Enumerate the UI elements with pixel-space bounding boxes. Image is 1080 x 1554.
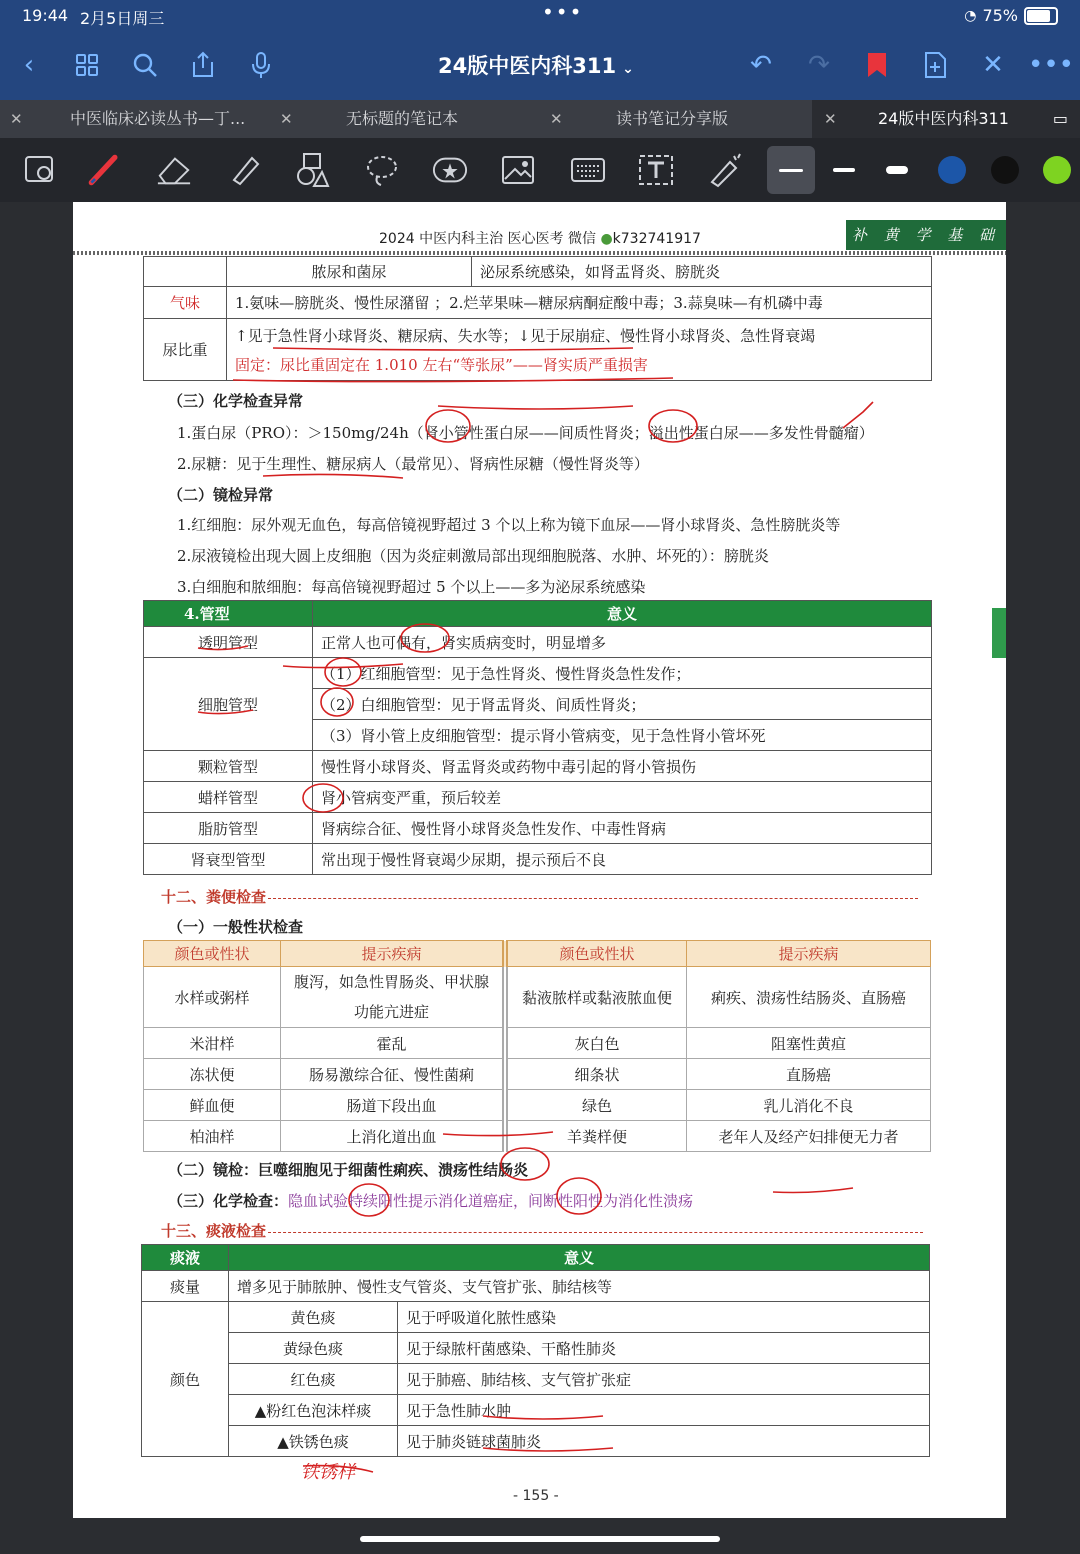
stroke-medium-option[interactable]	[833, 168, 855, 172]
close-icon[interactable]: ✕	[550, 110, 563, 128]
cast-meaning: 肾病综合征、慢性肾小球肾炎急性发作、中毒性肾病	[313, 813, 932, 844]
status-time: 19:44	[22, 6, 69, 25]
keyboard-icon[interactable]	[570, 152, 606, 188]
battery-icon	[1024, 7, 1058, 25]
table-cell: 气味	[144, 287, 227, 319]
stool-chemistry-line: （三）化学检查：隐血试验持续阳性提示消化道癌症，间断性阳性为消化性溃疡	[168, 1192, 694, 1210]
sticker-icon[interactable]	[432, 152, 468, 188]
stool-cell: 乳儿消化不良	[687, 1090, 931, 1121]
blue-color-swatch[interactable]	[938, 156, 966, 184]
cast-meaning: 正常人也可偶有，肾实质病变时，明显增多	[313, 627, 932, 658]
specific-gravity-line: ↑见于急性肾小球肾炎、糖尿病、失水等；↓见于尿崩症、慢性肾小球肾炎、急性肾衰竭	[235, 326, 816, 345]
pen-icon[interactable]	[86, 152, 122, 188]
green-color-swatch[interactable]	[1043, 156, 1071, 184]
redo-icon[interactable]: ↷	[808, 50, 830, 80]
brand-banner: 补 黄 学 基 础	[846, 220, 1006, 250]
home-indicator[interactable]	[360, 1536, 720, 1542]
stool-cell: 柏油样	[144, 1121, 281, 1152]
urine-table	[143, 256, 932, 381]
stool-cell: 痢疾、溃疡性结肠炎、直肠癌	[687, 967, 931, 1028]
stool-cell: 老年人及经产妇排便无力者	[687, 1121, 931, 1152]
table-cell: 泌尿系统感染，如肾盂肾炎、膀胱炎	[472, 257, 932, 287]
table-header: 意义	[229, 1245, 930, 1271]
table-cell: 尿比重	[144, 319, 227, 381]
back-icon[interactable]: ‹	[23, 50, 35, 80]
cast-meaning: 常出现于慢性肾衰竭少尿期，提示预后不良	[313, 844, 932, 875]
header-divider	[73, 251, 1006, 255]
highlighter-icon[interactable]	[226, 152, 262, 188]
table-header: 痰液	[142, 1245, 229, 1271]
sputum-cell: 痰量	[142, 1271, 229, 1302]
stroke-thin-option[interactable]	[767, 146, 815, 194]
lasso-icon[interactable]	[364, 152, 400, 188]
stool-cell: 冻状便	[144, 1059, 281, 1090]
sputum-cell: 黄绿色痰	[229, 1333, 398, 1364]
sputum-table	[141, 1244, 930, 1457]
page-number: - 155 -	[513, 1488, 559, 1504]
protein-line: 1.蛋白尿（PRO）：＞150mg/24h（肾小管性蛋白尿——间质性肾炎；溢出性蛋白尿——多发性骨髓瘤）	[177, 424, 874, 442]
sputum-cell: ▲粉红色泡沫样痰	[229, 1395, 398, 1426]
table-header: 颜色或性状	[505, 941, 687, 967]
table-cell: 脓尿和菌尿	[227, 257, 472, 287]
shapes-icon[interactable]	[294, 152, 330, 188]
ink-note: 铁锈样	[301, 1462, 355, 1483]
table-header: 颜色或性状	[144, 941, 281, 967]
epithelial-line: 2.尿液镜检出现大圆上皮细胞（因为炎症刺激局部出现细胞脱落、水肿、坏死的）：膀胱炎	[177, 547, 769, 565]
table-header: 提示疾病	[687, 941, 931, 967]
title-toolbar	[0, 38, 1080, 92]
stool-section-title: 十二、粪便检查	[161, 886, 918, 907]
sputum-cell: 增多见于肺脓肿、慢性支气管炎、支气管扩张、肺结核等	[229, 1271, 930, 1302]
sputum-cell: 见于肺癌、肺结核、支气管扩张症	[398, 1364, 930, 1395]
wbc-line: 3.白细胞和脓细胞：每高倍镜视野超过 5 个以上——多为泌尿系统感染	[177, 578, 646, 596]
sputum-section-title: 十三、痰液检查	[161, 1220, 923, 1241]
wifi-icon: ◔	[964, 7, 977, 24]
add-page-icon[interactable]	[918, 48, 952, 82]
sugar-line: 2.尿糖：见于生理性、糖尿病人（最常见）、肾病性尿糖（慢性肾炎等）	[177, 455, 649, 473]
stroke-thick-option[interactable]	[886, 166, 908, 174]
cast-name: 细胞管型	[144, 658, 313, 751]
sputum-cell: 黄色痰	[229, 1302, 398, 1333]
stool-general-heading: （一）一般性状检查	[168, 918, 304, 936]
document-title[interactable]: 24版中医内科311 ⌄	[438, 54, 634, 78]
cast-name: 蜡样管型	[144, 782, 313, 813]
stool-cell: 肠易激综合征、慢性菌痢	[281, 1059, 506, 1090]
page-side-tab[interactable]	[992, 608, 1006, 658]
grid-view-icon[interactable]	[70, 48, 104, 82]
laser-pointer-icon[interactable]	[706, 152, 742, 188]
cast-name: 肾衰型管型	[144, 844, 313, 875]
sputum-cell: 见于肺炎链球菌肺炎	[398, 1426, 930, 1457]
image-icon[interactable]	[500, 152, 536, 188]
stool-cell: 米泔样	[144, 1028, 281, 1059]
cast-meaning: （1）红细胞管型：见于急性肾炎、慢性肾炎急性发作；	[313, 658, 932, 689]
cast-name: 颗粒管型	[144, 751, 313, 782]
zoom-window-icon[interactable]	[22, 152, 58, 188]
stool-cell: 直肠癌	[687, 1059, 931, 1090]
table-cell	[144, 257, 227, 287]
close-icon[interactable]: ✕	[10, 110, 23, 128]
stool-cell: 上消化道出血	[281, 1121, 506, 1152]
tools-icon[interactable]: ✕	[982, 50, 1004, 80]
pen-toolbar	[0, 138, 1080, 202]
stool-cell: 腹泻，如急性胃肠炎、甲状腺功能亢进症	[281, 967, 506, 1028]
undo-icon[interactable]: ↶	[750, 50, 772, 80]
tab-3[interactable]: ✕ 读书笔记分享版	[554, 100, 814, 138]
stool-cell: 羊粪样便	[505, 1121, 687, 1152]
share-icon[interactable]	[186, 48, 220, 82]
rbc-line: 1.红细胞：尿外观无血色，每高倍镜视野超过 3 个以上称为镜下血尿——肾小球肾炎、急性膀胱炎等	[177, 516, 841, 534]
cast-meaning: 慢性肾小球肾炎、肾盂肾炎或药物中毒引起的肾小管损伤	[313, 751, 932, 782]
stool-cell: 黏液脓样或黏液脓血便	[505, 967, 687, 1028]
tab-1[interactable]: ✕ 中医临床必读丛书—丁...	[14, 100, 274, 138]
chevron-down-icon: ⌄	[622, 61, 634, 77]
microphone-icon[interactable]	[244, 48, 278, 82]
stool-cell: 阻塞性黄疸	[687, 1028, 931, 1059]
page-header	[73, 202, 1006, 254]
battery-percent: 75%	[982, 6, 1018, 25]
table-header: 提示疾病	[281, 941, 506, 967]
table-header: 4.管型	[144, 601, 313, 627]
close-icon[interactable]: ✕	[824, 110, 837, 128]
search-icon[interactable]	[128, 48, 162, 82]
cast-meaning: （3）肾小管上皮细胞管型：提示肾小管病变，见于急性肾小管坏死	[313, 720, 932, 751]
microscopy-heading: （二）镜检异常	[168, 486, 274, 504]
stool-cell: 绿色	[505, 1090, 687, 1121]
table-header: 意义	[313, 601, 932, 627]
stool-table	[143, 940, 931, 1152]
tab-2[interactable]: ✕ 无标题的笔记本	[284, 100, 544, 138]
stool-microscopy-line: （二）镜检：巨噬细胞见于细菌性痢疾、溃疡性结肠炎	[168, 1161, 529, 1179]
multitask-dots-icon[interactable]: •••	[542, 0, 584, 24]
bookmark-icon[interactable]	[860, 48, 894, 82]
stool-cell: 灰白色	[505, 1028, 687, 1059]
chemistry-heading: （三）化学检查异常	[168, 392, 304, 410]
close-icon[interactable]: ✕	[280, 110, 293, 128]
status-date: 2月5日周三	[80, 9, 165, 28]
sputum-color-label: 颜色	[142, 1302, 229, 1457]
stool-cell: 鲜血便	[144, 1090, 281, 1121]
page-header-text: 2024 中医内科主治 医心医考 微信 ●k732741917	[379, 231, 701, 247]
cast-name: 透明管型	[144, 627, 313, 658]
cast-meaning: 肾小管病变严重，预后较差	[313, 782, 932, 813]
stool-cell: 水样或粥样	[144, 967, 281, 1028]
split-view-icon[interactable]: ▭	[1052, 109, 1068, 128]
tab-4-active[interactable]: ✕ 24版中医内科311 ▭	[812, 100, 1080, 138]
stool-cell: 霍乱	[281, 1028, 506, 1059]
sputum-cell: 见于急性肺水肿	[398, 1395, 930, 1426]
stool-cell: 细条状	[505, 1059, 687, 1090]
sputum-cell: 见于绿脓杆菌感染、干酪性肺炎	[398, 1333, 930, 1364]
sputum-cell: ▲铁锈色痰	[229, 1426, 398, 1457]
more-options-icon[interactable]: •••	[1028, 50, 1075, 80]
status-bar	[22, 0, 1058, 28]
specific-gravity-fixed: 固定：尿比重固定在 1.010 左右“等张尿”——肾实质严重损害	[235, 355, 648, 374]
sputum-cell: 红色痰	[229, 1364, 398, 1395]
cast-table	[143, 600, 932, 875]
text-box-icon[interactable]	[638, 152, 674, 188]
eraser-icon[interactable]	[156, 152, 192, 188]
sputum-cell: 见于呼吸道化脓性感染	[398, 1302, 930, 1333]
cast-meaning: （2）白细胞管型：见于肾盂肾炎、间质性肾炎；	[313, 689, 932, 720]
stool-cell: 肠道下段出血	[281, 1090, 506, 1121]
top-bar	[0, 0, 1080, 100]
document-page[interactable]	[73, 202, 1006, 1518]
cast-name: 脂肪管型	[144, 813, 313, 844]
black-color-swatch[interactable]	[991, 156, 1019, 184]
document-tabs	[0, 100, 1080, 138]
table-cell: 1.氨味—膀胱炎、慢性尿潴留 ；2.烂苹果味—糖尿病酮症酸中毒；3.蒜臭味—有机磷中毒	[227, 287, 932, 319]
table-cell	[227, 319, 932, 381]
